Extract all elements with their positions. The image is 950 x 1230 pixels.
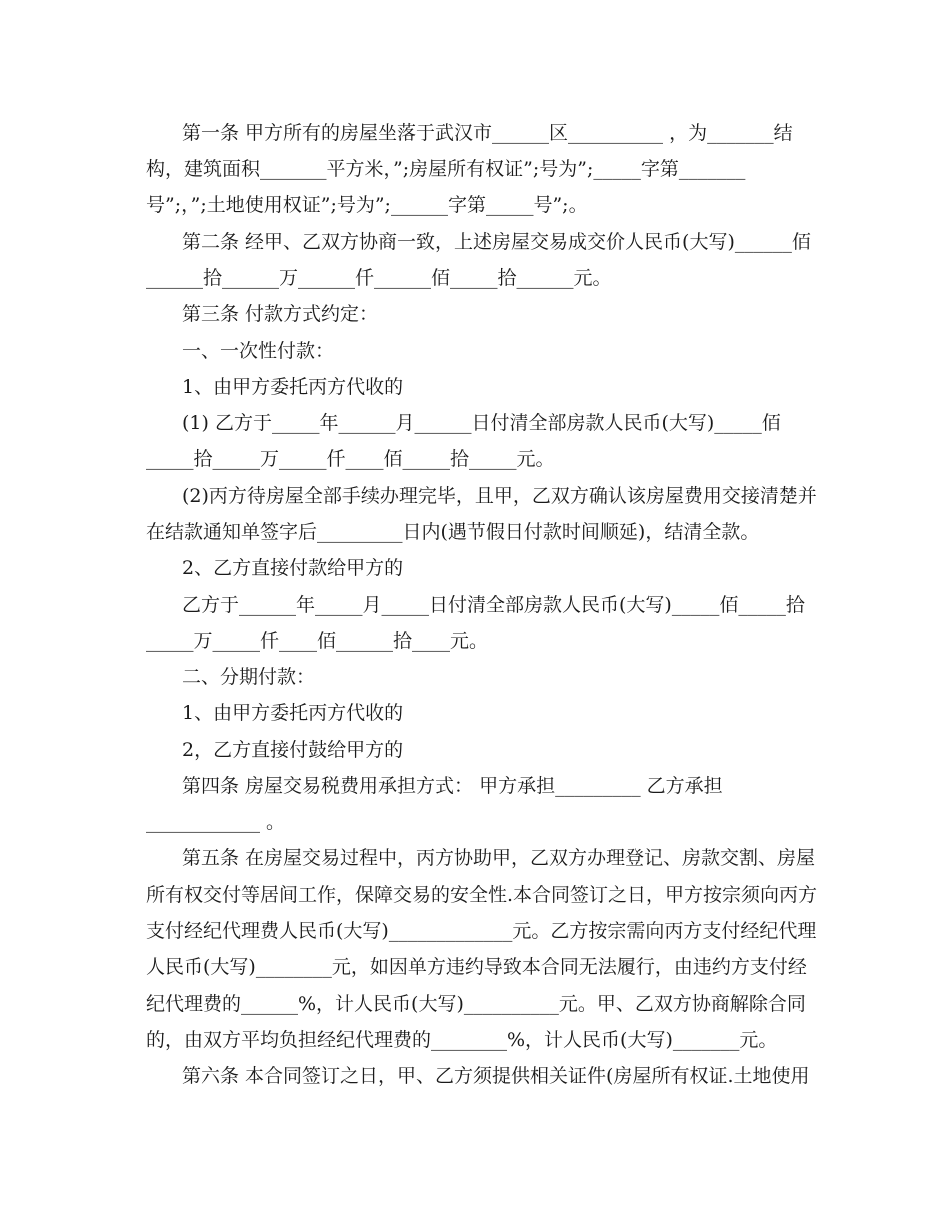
text-line-17: 1、由甲方委托丙方代收的 xyxy=(182,702,404,724)
text-line-23: 支付经纪代理费人民币(大写)_____________元。乙方按宗需向丙方支付经纪代理 xyxy=(146,920,817,942)
text-line-11: (2)丙方待房屋全部手续办理完毕，且甲，乙双方确认该房屋费用交接清楚并 xyxy=(182,485,817,507)
text-line-2: 构，建筑面积_______平方米，”;房屋所有权证”;号为”;_____字第_______ xyxy=(146,158,746,180)
text-line-3: 号”;，”;土地使用权证”;号为”;______字第_____号”;。 xyxy=(146,194,588,216)
text-line-25: 纪代理费的______%，计人民币(大写)__________元。甲、乙双方协商解除合同 xyxy=(146,993,806,1015)
text-line-4: 第二条 经甲、乙双方协商一致，上述房屋交易成交价人民币(大写)______佰 xyxy=(182,231,811,253)
text-line-1: 第一条 甲方所有的房屋坐落于武汉市______区__________ ，为_______结 xyxy=(182,122,793,144)
text-line-22: 所有权交付等居间工作，保障交易的安全性.本合同签订之日，甲方按宗须向丙方 xyxy=(146,884,818,906)
text-line-27: 第六条 本合同签订之日，甲、乙方须提供相关证件(房屋所有权证.土地使用 xyxy=(182,1065,810,1087)
text-line-16: 二、分期付款： xyxy=(182,666,316,688)
text-line-21: 第五条 在房屋交易过程中，丙方协助甲，乙双方办理登记、房款交割、房屋 xyxy=(182,847,816,869)
text-line-18: 2，乙方直接付鼓给甲方的 xyxy=(182,739,404,761)
text-line-15: _____万_____仟____佰______拾____元。 xyxy=(146,630,489,652)
text-line-9: (1) 乙方于_____年______月______日付清全部房款人民币(大写)_____佰 xyxy=(182,412,781,434)
text-line-19: 第四条 房屋交易税费用承担方式： 甲方承担_________ 乙方承担 xyxy=(182,775,723,797)
text-line-14: 乙方于______年_____月_____日付清全部房款人民币(大写)_____佰_____拾 xyxy=(182,594,805,616)
text-line-5: ______拾______万______仟______佰_____拾______元。 xyxy=(146,267,612,289)
text-line-6: 第三条 付款方式约定： xyxy=(182,303,379,325)
text-line-20: ____________ 。 xyxy=(146,811,286,833)
text-line-13: 2、乙方直接付款给甲方的 xyxy=(182,557,404,579)
text-line-10: _____拾_____万_____仟____佰_____拾_____元。 xyxy=(146,448,555,470)
text-line-12: 在结款通知单签字后_________日内(遇节假日付款时间顺延)，结清全款。 xyxy=(146,521,760,543)
text-line-7: 一、一次性付款： xyxy=(182,340,335,362)
text-line-24: 人民币(大写)________元，如因单方违约导致本合同无法履行，由违约方支付经 xyxy=(146,956,807,978)
text-line-8: 1、由甲方委托丙方代收的 xyxy=(182,376,404,398)
text-line-26: 的，由双方平均负担经纪代理费的________%，计人民币(大写)_______元。 xyxy=(146,1029,778,1051)
